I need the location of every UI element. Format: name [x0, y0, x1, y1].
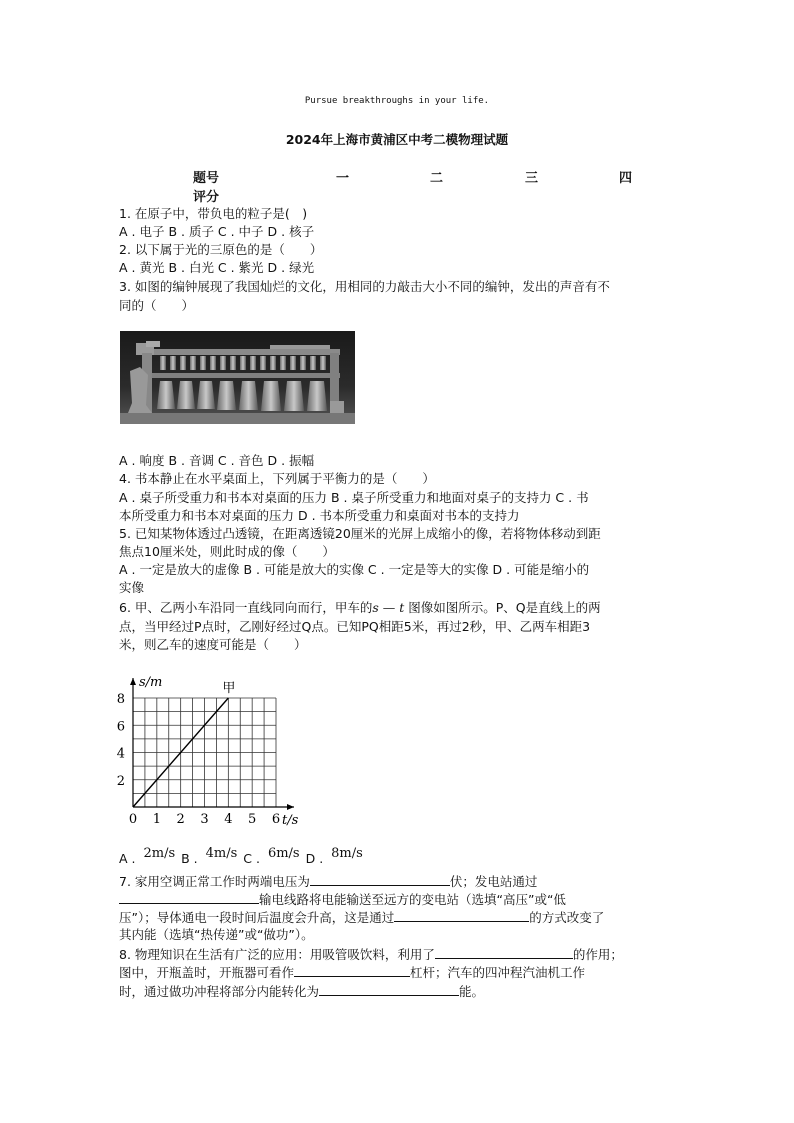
question-7-line2-post: 输电线路将电能输送至远方的变电站（选填“高压”或“低	[259, 892, 566, 907]
question-7-line2	[119, 890, 566, 909]
x-tick-label: 4	[224, 812, 233, 827]
answer-blank-energy[interactable]	[319, 982, 459, 996]
answer-blank-voltage[interactable]	[310, 872, 450, 886]
question-2-stem: 2. 以下属于光的三原色的是（ ）	[119, 242, 323, 257]
option-d-letter: D .	[305, 851, 324, 866]
question-6-stem-line1	[119, 599, 601, 617]
y-tick-label: 8	[116, 692, 125, 707]
question-2-options: A . 黄光 B . 白光 C . 紫光 D . 绿光	[119, 260, 315, 275]
score-table-row2-label: 评分	[193, 190, 220, 205]
question-7-line4: 其内能（选填“热传递”或“做功”）。	[119, 927, 314, 942]
question-6-stem-line1-post: 图像如图所示。P、Q是直线上的两	[404, 600, 601, 615]
question-6-stem-line1-pre: 6. 甲、乙两小车沿同一直线同向而行，甲车的	[119, 600, 373, 615]
bianzhong-bells-photo	[120, 331, 355, 424]
score-table-row1-label: 题号	[193, 171, 220, 186]
question-7-line1	[119, 872, 537, 891]
x-axis-label: t/s	[282, 813, 299, 828]
question-8-line3	[119, 982, 484, 1001]
question-5-options-line2: 实像	[119, 580, 145, 595]
question-4-options-line1: A . 桌子所受重力和书本对桌面的压力 B . 桌子所受重力和地面对桌子的支持力 C . 书	[119, 490, 589, 505]
question-3-stem-line2: 同的（ ）	[119, 298, 195, 313]
score-table-col-1: 一	[336, 171, 350, 186]
question-1-options: A . 电子 B . 质子 C . 中子 D . 核子	[119, 224, 315, 239]
question-4-options-line2: 本所受重力和书本对桌面的压力 D . 书本所受重力和桌面对书本的支持力	[119, 508, 520, 523]
score-table-col-2: 二	[430, 171, 444, 186]
answer-blank-pressure[interactable]	[435, 945, 573, 959]
question-6-stem-line3: 米，则乙车的速度可能是（ ）	[119, 637, 307, 652]
question-3-stem-line1: 3. 如图的编钟展现了我国灿烂的文化，用相同的力敲击大小不同的编钟，发出的声音有不	[119, 279, 610, 294]
answer-blank-transmission[interactable]	[119, 890, 259, 904]
option-c-value: 6m/s	[267, 846, 300, 861]
question-7-line3	[119, 908, 604, 927]
option-a-letter: A .	[119, 851, 136, 866]
question-8-line3-pre: 时，通过做功冲程将部分内能转化为	[119, 984, 320, 999]
option-b-letter: B .	[181, 851, 198, 866]
answer-blank-method[interactable]	[394, 908, 529, 922]
s-t-graph	[110, 672, 310, 832]
x-axis-arrow	[287, 804, 294, 810]
question-8-line2-post: 杠杆；汽车的四冲程汽油机工作	[410, 965, 586, 980]
question-8-line2	[119, 963, 585, 982]
question-3-options: A . 响度 B . 音调 C . 音色 D . 振幅	[119, 453, 315, 468]
question-5-stem-line1: 5. 已知某物体透过凸透镜，在距离透镜20厘米的光屏上成缩小的像，若将物体移动到距	[119, 526, 601, 541]
question-5-stem-line2: 焦点10厘米处，则此时成的像（ ）	[119, 544, 335, 559]
question-1-stem: 1. 在原子中，带负电的粒子是( )	[119, 206, 308, 221]
x-tick-label: 2	[176, 812, 185, 827]
x-tick-label: 1	[152, 812, 161, 827]
y-tick-label: 2	[116, 773, 125, 789]
document-title: 2024年上海市黄浦区中考二模物理试题	[285, 132, 509, 147]
series-label-jia: 甲	[222, 681, 236, 696]
question-8-line1-post: 的作用；	[572, 947, 623, 962]
option-b-value: 4m/s	[205, 846, 238, 861]
score-table-col-4: 四	[619, 171, 633, 186]
question-8-line1-pre: 8. 物理知识在生活有广泛的应用：用吸管吸饮料，利用了	[119, 947, 435, 962]
y-tick-label: 4	[116, 746, 125, 762]
s-t-symbol: s — t	[372, 600, 405, 615]
x-tick-label: 0	[128, 812, 138, 827]
question-7-line3-post: 的方式改变了	[529, 910, 605, 925]
y-tick-label: 6	[116, 719, 125, 735]
answer-blank-lever[interactable]	[294, 963, 410, 977]
question-6-options	[119, 846, 363, 869]
question-6-stem-line2: 点，当甲经过P点时，乙刚好经过Q点。已知PQ相距5米，再过2秒，甲、乙两车相距3	[119, 619, 591, 634]
question-5-options-line1: A . 一定是放大的虚像 B . 可能是放大的实像 C . 一定是等大的实像 D . 可能是缩小的	[119, 562, 590, 577]
y-axis-label: s/m	[139, 675, 163, 690]
y-axis-arrow	[130, 678, 136, 685]
option-a-value: 2m/s	[143, 846, 176, 861]
question-7-line3-pre: 压”）；导体通电一段时间后温度会升高，这是通过	[119, 910, 395, 925]
option-d-value: 8m/s	[331, 846, 363, 861]
question-4-stem: 4. 书本静止在水平桌面上，下列属于平衡力的是（ ）	[119, 471, 435, 486]
question-7-line1-pre: 7. 家用空调正常工作时两端电压为	[119, 874, 310, 889]
x-tick-label: 6	[271, 812, 281, 827]
question-7-line1-post: 伏；发电站通过	[449, 874, 538, 889]
question-8-line2-pre: 图中，开瓶盖时，开瓶器可看作	[119, 965, 295, 980]
score-table-col-3: 三	[525, 171, 539, 186]
question-8-line1	[119, 945, 623, 964]
question-8-line3-post: 能。	[459, 984, 485, 999]
page-tagline: Pursue breakthroughs in your life.	[304, 96, 490, 106]
option-c-letter: C .	[243, 851, 260, 866]
x-tick-label: 3	[200, 812, 209, 827]
x-tick-label: 5	[248, 812, 257, 827]
